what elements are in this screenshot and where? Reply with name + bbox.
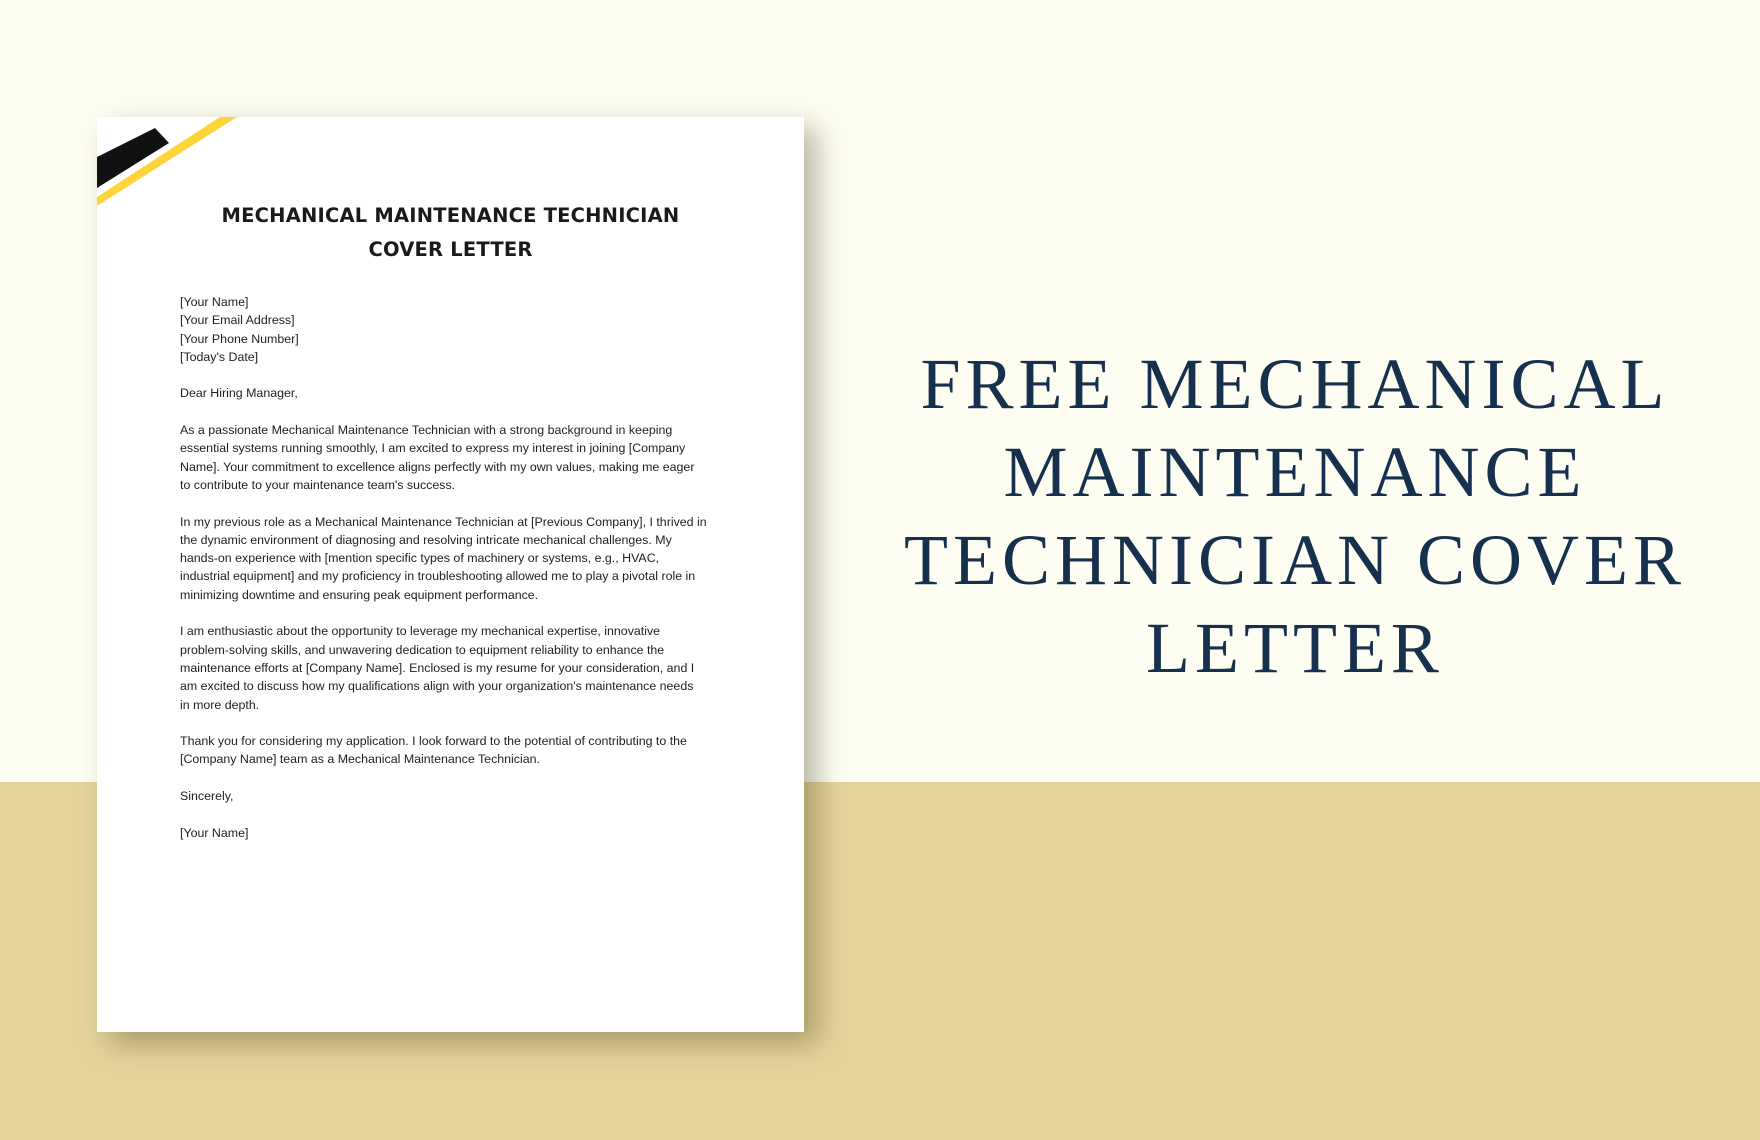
- paragraph-line: In my previous role as a Mechanical Maintenance Technician at [Previous Company], I thrived in: [180, 514, 707, 529]
- letter-date: [Today's Date]: [180, 349, 259, 364]
- paragraph-line: I am enthusiastic about the opportunity to leverage my mechanical expertise, innovative: [180, 624, 661, 639]
- signature: [Your Name]: [180, 825, 249, 840]
- paragraph-line: to contribute to your maintenance team's success.: [180, 477, 456, 492]
- paragraph-line: in more depth.: [180, 697, 260, 712]
- paragraph-line: As a passionate Mechanical Maintenance Technician with a strong background in keeping: [180, 423, 673, 438]
- sender-block: [180, 293, 740, 366]
- sender-phone: [Your Phone Number]: [180, 331, 299, 346]
- paragraph-line: essential systems running smoothly, I am excited to express my interest in joining [Company: [180, 441, 686, 456]
- paragraph-experience: [180, 513, 740, 604]
- paragraph-line: hands-on experience with [mention specific types of machinery or systems, e.g., HVAC,: [180, 551, 660, 566]
- paragraph-line: Name]. Your commitment to excellence aligns perfectly with my own values, making me eager: [180, 459, 695, 474]
- paragraph-line: [Company Name] team as a Mechanical Maintenance Technician.: [180, 752, 540, 767]
- promo-headline: [900, 340, 1690, 692]
- paragraph-enthusiasm: [180, 622, 740, 713]
- paragraph-line: the dynamic environment of diagnosing and resolving intricate mechanical challenges. My: [180, 532, 672, 547]
- paragraph-line: Thank you for considering my application. I look forward to the potential of contributing to the: [180, 734, 687, 749]
- document-title: [97, 199, 804, 267]
- document-title-line: COVER LETTER: [368, 238, 533, 261]
- sender-name: [Your Name]: [180, 295, 249, 309]
- document-title-line: MECHANICAL MAINTENANCE TECHNICIAN: [221, 204, 680, 227]
- paragraph-line: minimizing downtime and ensuring peak equipment performance.: [180, 587, 539, 602]
- paragraph-line: maintenance efforts at [Company Name]. Enclosed is my resume for your consideration, and I: [180, 660, 695, 675]
- paragraph-line: problem-solving skills, and unwavering dedication to equipment reliability to enhance the: [180, 642, 665, 657]
- paragraph-line: industrial equipment] and my proficiency in troubleshooting allowed me to play a pivotal role in: [180, 569, 696, 584]
- sender-email: [Your Email Address]: [180, 313, 295, 328]
- promo-headline-line: TECHNICIAN COVER: [904, 520, 1686, 600]
- document-preview: [97, 117, 804, 1032]
- promo-headline-line: FREE MECHANICAL: [920, 344, 1670, 424]
- salutation: Dear Hiring Manager,: [180, 386, 298, 401]
- paragraph-line: am excited to discuss how my qualifications align with your organization's maintenance needs: [180, 679, 694, 694]
- letter-body: [180, 293, 740, 842]
- paragraph-introduction: [180, 421, 740, 494]
- promo-headline-line: MAINTENANCE: [1003, 432, 1587, 512]
- paragraph-thanks: [180, 732, 740, 769]
- promo-headline-line: LETTER: [1146, 608, 1444, 688]
- closing: Sincerely,: [180, 789, 234, 804]
